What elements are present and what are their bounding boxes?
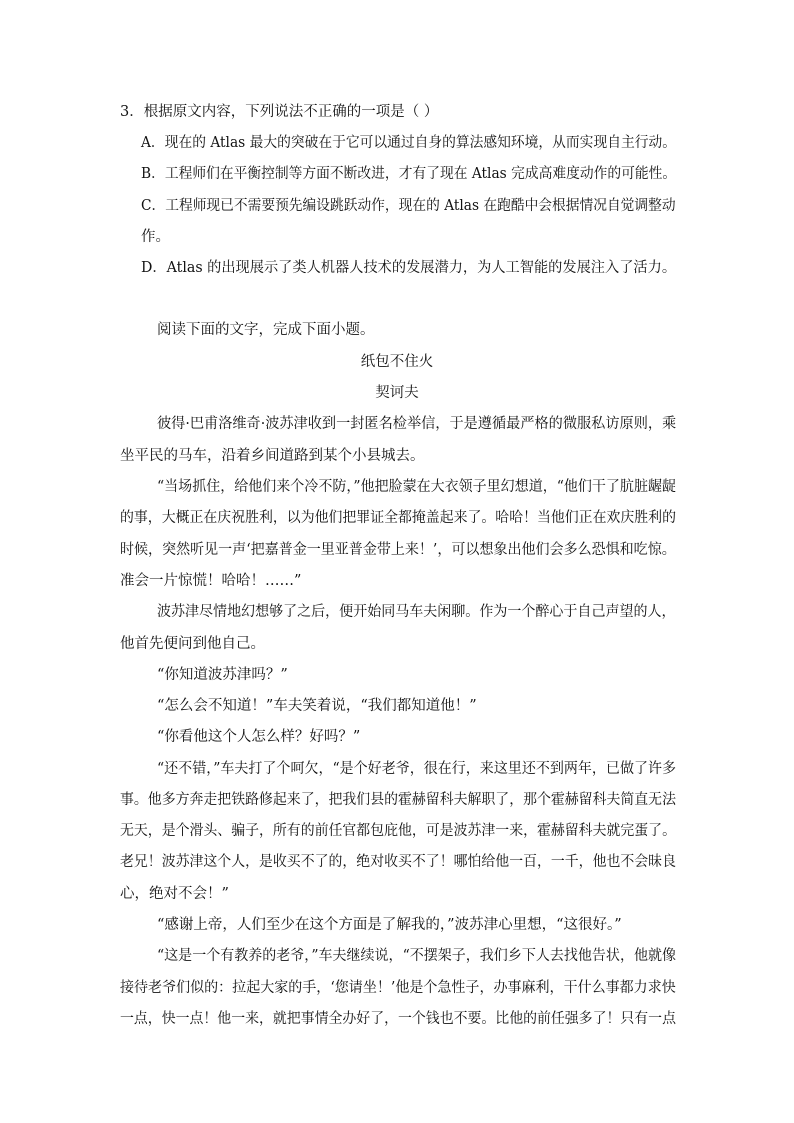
paragraph-line: “这是一个有教养的老爷，”车夫继续说，“不摆架子，我们乡下人去找他告状，他就像 [157, 948, 677, 964]
paragraph-line: 他首先便问到他自己。 [120, 636, 265, 652]
paragraph-line: “你知道波苏津吗？” [157, 667, 288, 683]
paragraph-line: 准会一片惊慌！哈哈！……” [120, 573, 302, 589]
paragraph-line: 一点，快一点！他一来，就把事情全办好了，一个钱也不要。比他的前任强多了！只有一点 [120, 1011, 676, 1027]
paragraph-line: 时候，突然听见一声‘把嘉普金一里亚普金带上来！’，可以想象出他们会多么恐惧和吃惊。 [120, 542, 676, 558]
option-d: D．Atlas 的出现展示了类人机器人技术的发展潜力，为人工智能的发展注入了活力。 [141, 260, 677, 276]
paragraph-line: “还不错，”车夫打了个呵欠，“是个好老爷，很在行，来这里还不到两年，已做了许多 [157, 761, 677, 777]
paragraph-line: 接待老爷们似的：拉起大家的手，‘您请坐！’他是个急性子，办事麻利，干什么事都力求快 [120, 980, 676, 996]
option-c-continued: 作。 [141, 229, 170, 245]
paragraph-line: “感谢上帝，人们至少在这个方面是了解我的，”波苏津心里想，“这很好。” [157, 917, 622, 933]
option-c: C．工程师现已不需要预先编设跳跃动作，现在的 Atlas 在跑酷中会根据情况自觉调整动 [141, 198, 676, 214]
paragraph-line: 无天，是个滑头、骗子，所有的前任官都包庇他，可是波苏津一来，霍赫留科夫就完蛋了。 [120, 823, 676, 839]
paragraph-line: 彼得·巴甫洛维奇·波苏津收到一封匿名检举信，于是遵循最严格的微服私访原则，乘 [157, 416, 677, 432]
paragraph-line: 的事，大概正在庆祝胜利，以为他们把罪证全都掩盖起来了。哈哈！当他们正在欢庆胜利的 [120, 510, 676, 526]
paragraph-line: “怎么会不知道！”车夫笑着说，“我们都知道他！” [157, 698, 477, 714]
paragraph-line: “你看他这个人怎么样？好吗？” [157, 729, 361, 745]
question-3-stem: 3．根据原文内容，下列说法不正确的一项是（ ） [120, 104, 439, 120]
paragraph-line: 心，绝对不会！” [120, 886, 229, 902]
option-a: A．现在的 Atlas 最大的突破在于它可以通过自身的算法感知环境，从而实现自主行动。 [141, 135, 676, 151]
passage-author: 契诃夫 [375, 385, 419, 401]
reading-instruction: 阅读下面的文字，完成下面小题。 [157, 322, 375, 338]
paragraph-line: 坐平民的马车，沿着乡间道路到某个小县城去。 [120, 448, 425, 464]
paragraph-line: 事。他多方奔走把铁路修起来了，把我们县的霍赫留科夫解职了，那个霍赫留科夫简直无法 [120, 792, 676, 808]
passage-title: 纸包不住火 [360, 354, 434, 370]
paragraph-line: 老兄！波苏津这个人，是收买不了的，绝对收买不了！哪怕给他一百，一千，他也不会昧良 [120, 854, 676, 870]
paragraph-line: “当场抓住，给他们来个冷不防，”他把脸蒙在大衣领子里幻想道，“他们干了肮脏龌龊 [157, 479, 677, 495]
option-b: B．工程师们在平衡控制等方面不断改进，才有了现在 Atlas 完成高难度动作的可能性。 [141, 166, 677, 182]
paragraph-line: 波苏津尽情地幻想够了之后，便开始同马车夫闲聊。作为一个醉心于自己声望的人， [157, 604, 676, 620]
